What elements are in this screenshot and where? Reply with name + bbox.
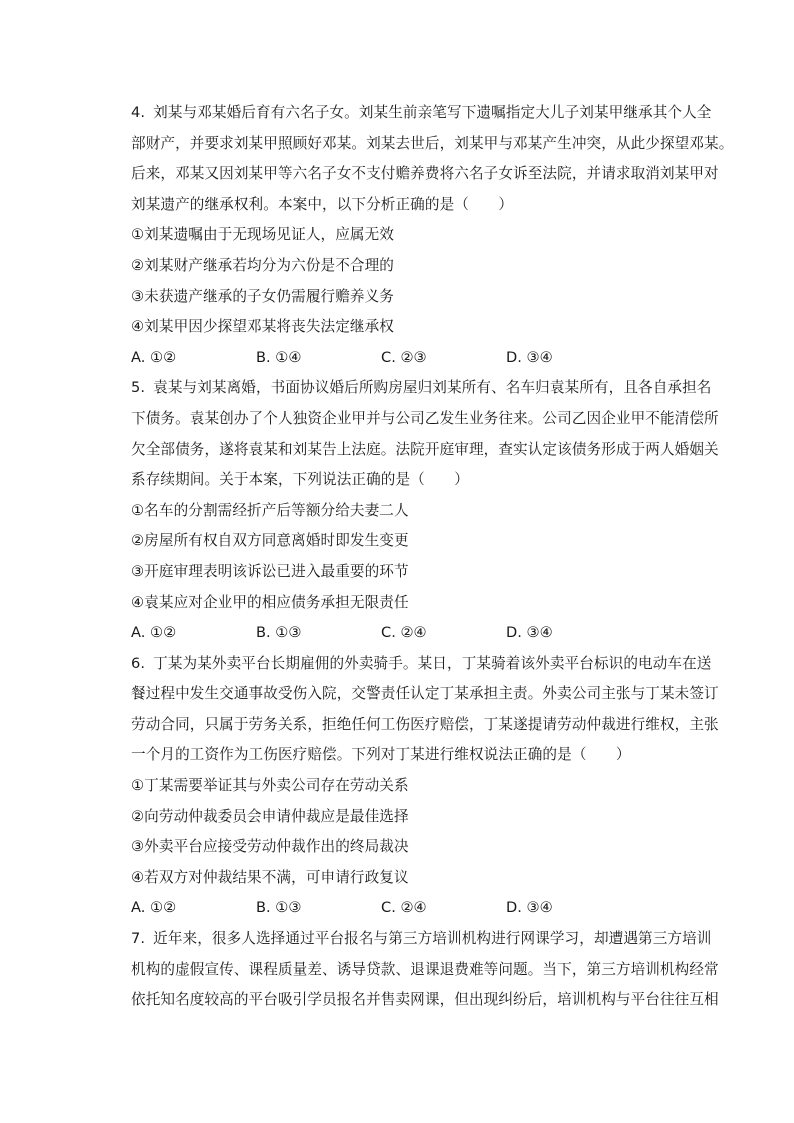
answer-choice-d: D. ③④ — [506, 348, 553, 366]
question-stem-line: 依托知名度较高的平台吸引学员报名并售卖网课，但出现纠纷后，培训机构与平台往往互相 — [131, 991, 719, 1009]
question-stem-line: 系存续期间。关于本案，下列说法正确的是（ ） — [131, 471, 469, 489]
question-stem-line: 刘某遗产的继承权利。本案中，以下分析正确的是（ ） — [131, 195, 514, 213]
question-stem-line: 欠全部债务，遂将袁某和刘某告上法庭。法院开庭审理，查实认定该债务形成于两人婚姻关 — [131, 440, 719, 458]
statement-option: ④若双方对仲裁结果不满，可申请行政复议 — [131, 868, 409, 886]
question-stem-line: 5. 袁某与刘某离婚，书面协议婚后所购房屋归刘某所有、名车归袁某所有，且各自承担名 — [131, 373, 691, 404]
answer-choice-c: C. ②④ — [381, 899, 427, 917]
answer-choices — [131, 893, 691, 924]
question-number: 7. — [131, 930, 146, 948]
answer-choice-b: B. ①④ — [256, 348, 302, 366]
answer-choice-a: A. ①② — [131, 348, 177, 366]
answer-choices — [131, 343, 691, 374]
question-number: 6. — [131, 654, 146, 672]
question-stem-line: 7. 近年来，很多人选择通过平台报名与第三方培训机构进行网课学习，却遭遇第三方培训 — [131, 924, 691, 955]
answer-choice-c: C. ②③ — [381, 348, 427, 366]
question-number: 4. — [131, 104, 146, 121]
question-stem-line: 机构的虚假宣传、课程质量差、诱导贷款、退课退费难等问题。当下，第三方培训机构经常 — [131, 960, 719, 978]
question-number: 5. — [131, 379, 146, 397]
question-stem-line: 餐过程中发生交通事故受伤入院，交警责任认定丁某承担主责。外卖公司主张与丁某未签订 — [131, 685, 719, 703]
statement-option: ③开庭审理表明该诉讼已进入最重要的环节 — [131, 562, 409, 580]
question-stem-line: 一个月的工资作为工伤医疗赔偿。下列对丁某进行维权说法正确的是（ ） — [131, 746, 631, 764]
statement-option: ③未获遗产继承的子女仍需履行赡养义务 — [131, 287, 394, 305]
question-6 — [131, 649, 719, 924]
answer-choice-a: A. ①② — [131, 624, 177, 642]
statement-option: ①刘某遗嘱由于无现场见证人，应属无效 — [131, 226, 394, 244]
statement-option: ④袁某应对企业甲的相应债务承担无限责任 — [131, 593, 409, 611]
question-stem-line: 6. 丁某为某外卖平台长期雇佣的外卖骑手。某日，丁某骑着该外卖平台标识的电动车在送 — [131, 649, 691, 680]
answer-choice-b: B. ①③ — [256, 624, 302, 642]
answer-choice-d: D. ③④ — [506, 624, 553, 642]
statement-option: ②刘某财产继承若均分为六份是不合理的 — [131, 256, 394, 274]
question-5 — [131, 373, 719, 648]
statement-option: ①名车的分割需经折产后等额分给夫妻二人 — [131, 501, 409, 519]
question-4 — [131, 98, 734, 373]
question-stem-line: 劳动合同，只属于劳务关系，拒绝任何工伤医疗赔偿，丁某遂提请劳动仲裁进行维权，主张 — [131, 715, 719, 733]
answer-choice-c: C. ②④ — [381, 624, 427, 642]
statement-option: ④刘某甲因少探望邓某将丧失法定继承权 — [131, 318, 394, 336]
statement-option: ②房屋所有权自双方同意离婚时即发生变更 — [131, 532, 409, 550]
statement-option: ①丁某需要举证其与外卖公司存在劳动关系 — [131, 777, 409, 795]
statement-option: ③外卖平台应接受劳动仲裁作出的终局裁决 — [131, 838, 409, 856]
question-stem-line: 后来，邓某又因刘某甲等六名子女不支付赡养费将六名子女诉至法院，并请求取消刘某甲对 — [131, 165, 719, 183]
statement-option: ②向劳动仲裁委员会申请仲裁应是最佳选择 — [131, 807, 409, 825]
question-stem-line: 下债务。袁某创办了个人独资企业甲并与公司乙发生业务往来。公司乙因企业甲不能清偿所 — [131, 409, 719, 427]
answer-choice-b: B. ①③ — [256, 899, 302, 917]
answer-choices — [131, 618, 691, 649]
question-stem-line: 4. 刘某与邓某婚后育有六名子女。刘某生前亲笔写下遗嘱指定大儿子刘某甲继承其个人全 — [131, 98, 691, 129]
answer-choice-d: D. ③④ — [506, 899, 553, 917]
question-stem-line: 部财产，并要求刘某甲照顾好邓某。刘某去世后，刘某甲与邓某产生冲突，从此少探望邓某。 — [131, 134, 734, 152]
question-7 — [131, 924, 719, 1016]
answer-choice-a: A. ①② — [131, 899, 177, 917]
exam-content — [131, 98, 734, 1016]
